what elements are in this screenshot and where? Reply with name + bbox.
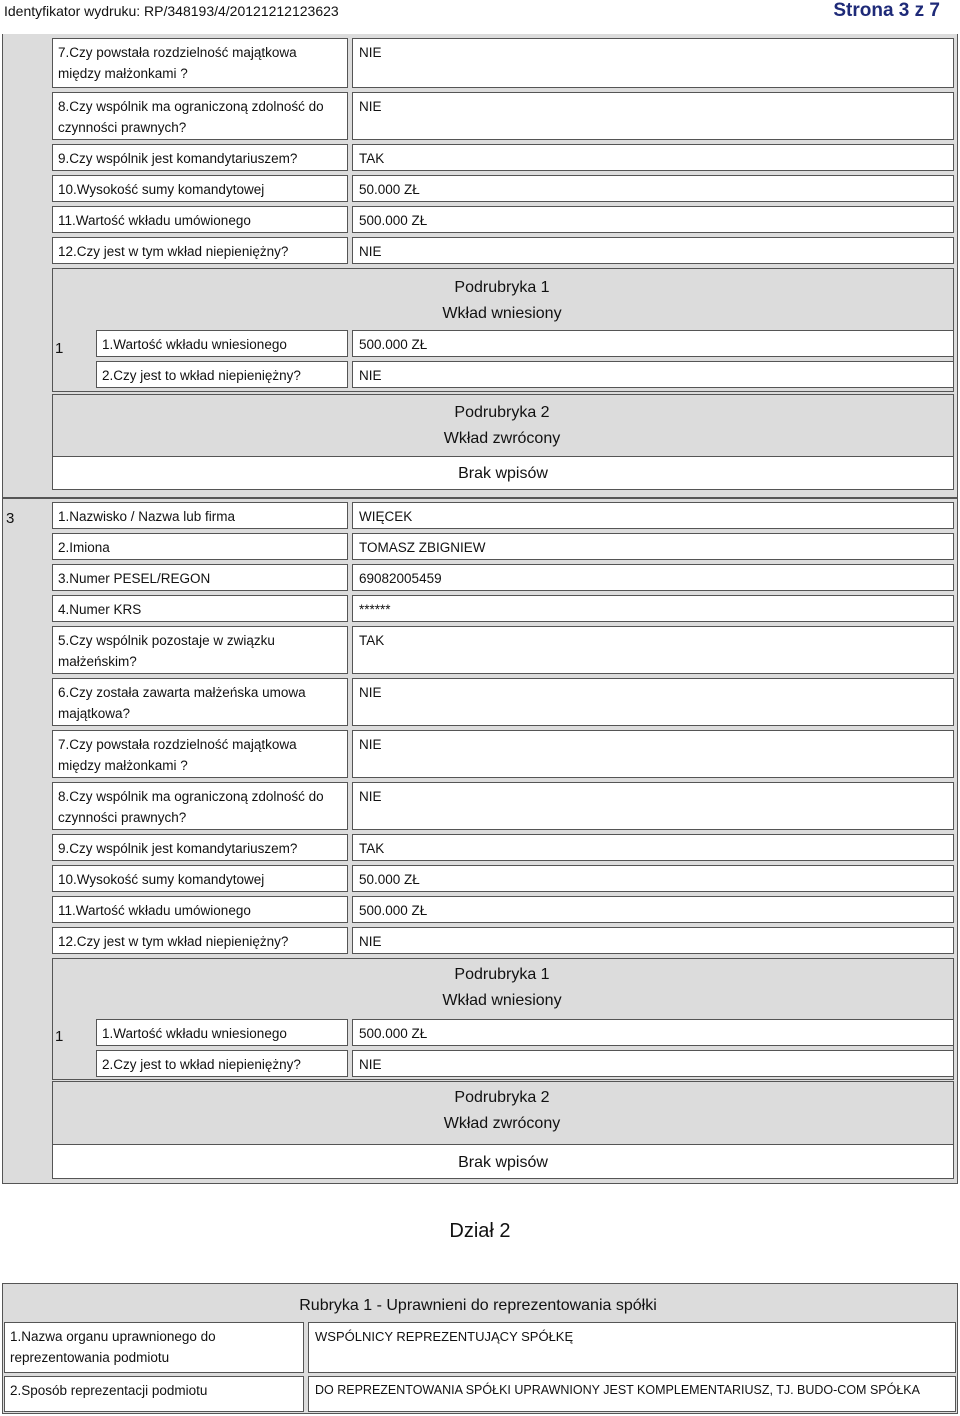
row-value: 50.000 ZŁ <box>352 865 954 892</box>
row-value: 500.000 ZŁ <box>352 1019 954 1046</box>
subsection-title: Podrubryka 1 <box>454 279 550 296</box>
row-value: NIE <box>352 1050 954 1077</box>
row-label: 8.Czy wspólnik ma ograniczoną zdolność do czynności prawnych? <box>52 92 348 140</box>
subsection-number: 1 <box>55 1028 64 1045</box>
row-value: NIE <box>352 361 954 388</box>
row-value: TAK <box>352 626 954 674</box>
row-label: 9.Czy wspólnik jest komandytariuszem? <box>52 144 348 171</box>
row-value: NIE <box>352 927 954 954</box>
row-value: 50.000 ZŁ <box>352 175 954 202</box>
row-label: 1.Wartość wkładu wniesionego <box>96 330 348 357</box>
row-value: NIE <box>352 237 954 264</box>
subsection-subtitle: Wkład wniesiony <box>442 992 562 1009</box>
subsection-subtitle: Wkład zwrócony <box>443 430 561 447</box>
row-label: 11.Wartość wkładu umówionego <box>52 896 348 923</box>
section-title: Dział 2 <box>449 1220 511 1242</box>
row-value: NIE <box>352 730 954 778</box>
subsection-subtitle: Wkład wniesiony <box>442 305 562 322</box>
row-value: DO REPREZENTOWANIA SPÓŁKI UPRAWNIONY JEST KOMPLEMENTARIUSZ, TJ. BUDO-COM SPÓŁKA <box>308 1376 956 1412</box>
row-label: 1.Nazwa organu uprawnionego do reprezentowania podmiotu <box>4 1322 304 1373</box>
subsection-number: 1 <box>55 340 64 357</box>
row-value: 500.000 ZŁ <box>352 330 954 357</box>
row-value: NIE <box>352 92 954 140</box>
row-value: NIE <box>352 678 954 726</box>
record-number: 3 <box>6 510 15 527</box>
row-value: TAK <box>352 144 954 171</box>
row-label: 7.Czy powstała rozdzielność majątkowa między małżonkami ? <box>52 730 348 778</box>
subsection-title: Podrubryka 1 <box>454 966 550 983</box>
row-value: WSPÓLNICY REPREZENTUJĄCY SPÓŁKĘ <box>308 1322 956 1373</box>
row-label: 1.Wartość wkładu wniesionego <box>96 1019 348 1046</box>
row-label: 2.Czy jest to wkład niepieniężny? <box>96 361 348 388</box>
row-value: WIĘCEK <box>352 502 954 529</box>
print-identifier: Identyfikator wydruku: RP/348193/4/20121212123623 <box>4 3 339 19</box>
page-number: Strona 3 z 7 <box>833 0 940 21</box>
row-label: 5.Czy wspólnik pozostaje w związku małżeńskim? <box>52 626 348 674</box>
row-label: 11.Wartość wkładu umówionego <box>52 206 348 233</box>
row-value: 500.000 ZŁ <box>352 896 954 923</box>
row-label: 10.Wysokość sumy komandytowej <box>52 865 348 892</box>
row-value: TAK <box>352 834 954 861</box>
row-label: 4.Numer KRS <box>52 595 348 622</box>
no-entries: Brak wpisów <box>52 456 954 490</box>
row-value: NIE <box>352 38 954 88</box>
subsection-subtitle: Wkład zwrócony <box>443 1115 561 1132</box>
row-label: 12.Czy jest w tym wkład niepieniężny? <box>52 927 348 954</box>
row-value: ****** <box>352 595 954 622</box>
row-value: 500.000 ZŁ <box>352 206 954 233</box>
subsection-title: Podrubryka 2 <box>454 404 550 421</box>
row-value: 69082005459 <box>352 564 954 591</box>
row-label: 8.Czy wspólnik ma ograniczoną zdolność do czynności prawnych? <box>52 782 348 830</box>
row-label: 2.Sposób reprezentacji podmiotu <box>4 1376 304 1412</box>
row-label: 1.Nazwisko / Nazwa lub firma <box>52 502 348 529</box>
subsection-title: Podrubryka 2 <box>454 1089 550 1106</box>
no-entries: Brak wpisów <box>52 1144 954 1179</box>
row-label: 10.Wysokość sumy komandytowej <box>52 175 348 202</box>
rubric-title: Rubryka 1 - Uprawnieni do reprezentowania spółki <box>299 1297 657 1314</box>
row-label: 2.Czy jest to wkład niepieniężny? <box>96 1050 348 1077</box>
row-label: 7.Czy powstała rozdzielność majątkowa między małżonkami ? <box>52 38 348 88</box>
row-label: 3.Numer PESEL/REGON <box>52 564 348 591</box>
row-label: 6.Czy została zawarta małżeńska umowa majątkowa? <box>52 678 348 726</box>
row-value: TOMASZ ZBIGNIEW <box>352 533 954 560</box>
row-label: 2.Imiona <box>52 533 348 560</box>
row-value: NIE <box>352 782 954 830</box>
row-label: 9.Czy wspólnik jest komandytariuszem? <box>52 834 348 861</box>
row-label: 12.Czy jest w tym wkład niepieniężny? <box>52 237 348 264</box>
